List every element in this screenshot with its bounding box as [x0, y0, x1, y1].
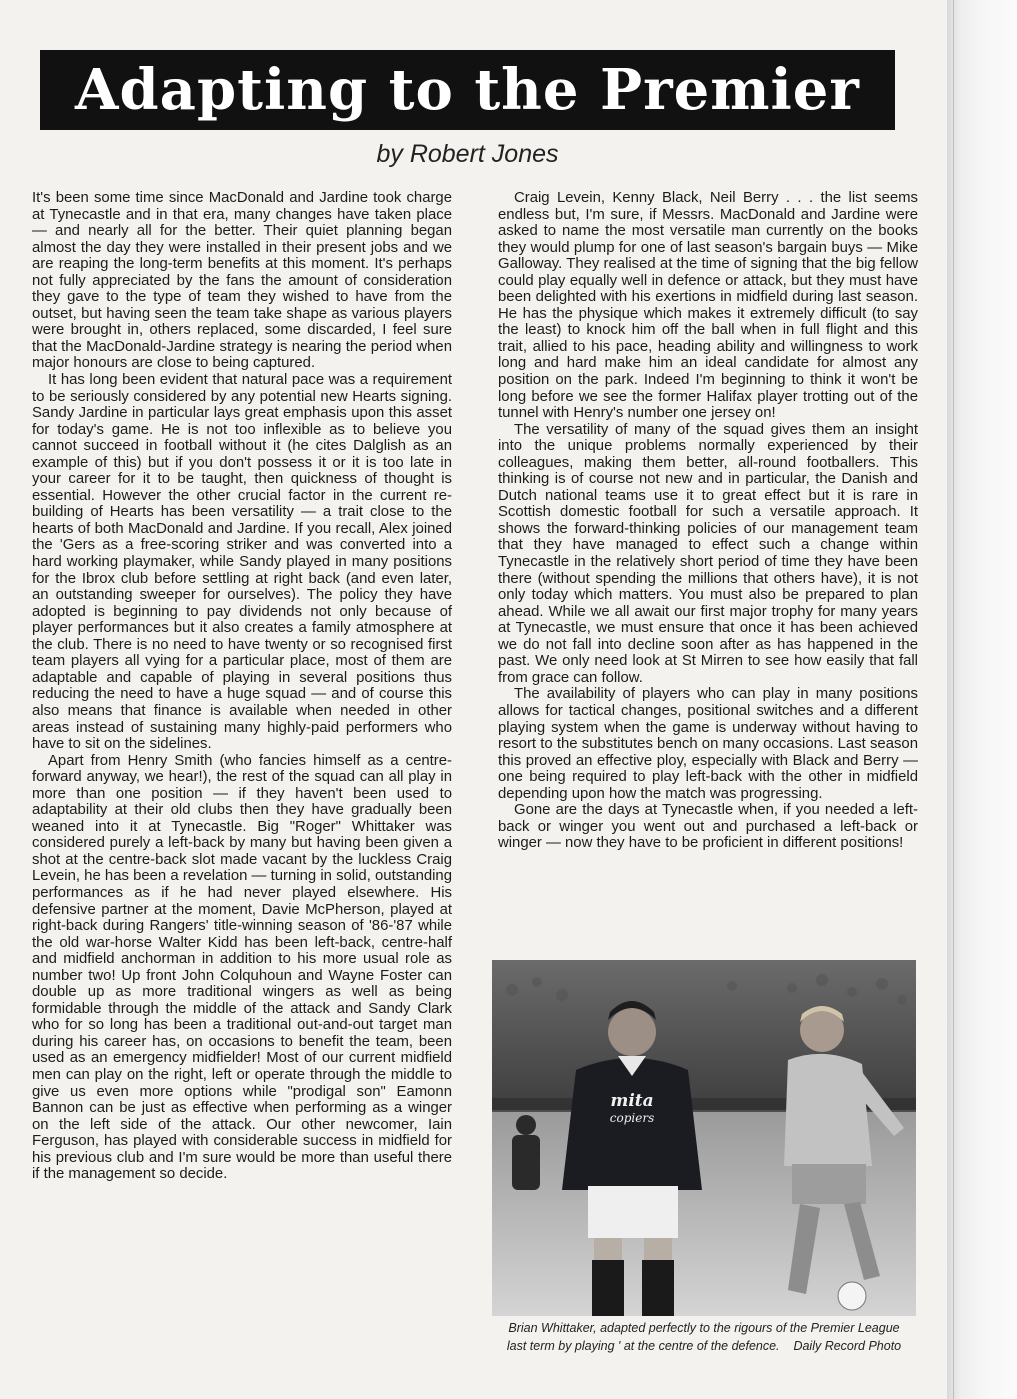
shirt-sponsor-subtext: copiers	[609, 1111, 655, 1125]
paragraph: It has long been evident that natural pace was a requirement to be seriously considered by any potential new Hearts signing. Sandy Jardine in particular lays great emphasis upon this asset for today's game. He is not too inflexible as to believe you cannot succeed in football without it (he cites Dalglish as an example of this) but if you don't possess it or it is too late in your career for it to be taught, then quickness of thought is essential. However the other crucial factor in the current re-building of Hearts has been versatility — a trait close to the hearts of both MacDonald and Jardine. If you recall, Alex joined the 'Gers as a free-scoring striker and was converted into a hard working playmaker, while Sandy played in many positions for the Ibrox club before settling at right back (and even later, an outstanding sweeper for ourselves). The policy they have adopted is beginning to pay dividends not only because of player performances but it also creates a family atmosphere at the club. There is no need to have twenty or so recognised first team players all vying for a particular place, most of them are adaptable and capable of playing in several positions thus reducing the need to have a huge squad — and of course this also means that finance is available when needed in other areas instead of sustaining many highly-paid performers who have to sit on the sidelines.	[32, 372, 452, 753]
paragraph: Craig Levein, Kenny Black, Neil Berry . . . the list seems endless but, I'm sure, if Messrs. MacDonald and Jardine were asked to name the most versatile man currently on the books they would plump for one of last season's bargain buys — Mike Galloway. They realised at the time of signing that the big fellow could play equally well in defence or attack, but they must have been delighted with his exertions in midfield during last season. He has the physique which makes it extremely difficult (to say the least) to knock him off the ball when in full flight and this trait, allied to his pace, heading ability and willingness to work long and hard make him an ideal candidate for almost any position on the park. Indeed I'm beginning to think it won't be long before we see the former Halifax player trotting out of the tunnel with Henry's number one jersey on!	[498, 190, 918, 422]
paragraph: It's been some time since MacDonald and Jardine took charge at Tynecastle and in that era, many changes have taken place — and nearly all for the better. Their quiet planning began almost the day they were installed in their present jobs and we are reaping the long-term benefits at this moment. It's perhaps not fully appreciated by the fans the amount of consideration they gave to the type of team they wished to have from the outset, but having seen the team take shape as various players were brought in, others replaced, some discarded, I feel sure that the MacDonald-Jardine strategy is nearing the period when major honours are close to being captured.	[32, 190, 452, 372]
match-photo	[492, 960, 916, 1316]
byline: by Robert Jones	[376, 140, 559, 168]
shirt-sponsor-text: mita	[610, 1091, 654, 1111]
caption-line: Brian Whittaker, adapted perfectly to the rigours of the Premier League	[508, 1321, 900, 1335]
article-title: Adapting to the Premier	[75, 57, 860, 123]
photo-caption	[484, 1319, 924, 1355]
caption-line-2	[484, 1337, 924, 1355]
title-banner	[40, 50, 895, 130]
left-column	[32, 190, 452, 1183]
page-edge	[947, 0, 1017, 1399]
paragraph: Apart from Henry Smith (who fancies himself as a centre-forward anyway, we hear!), the rest of the squad can all play in more than one position — if they haven't been used to adaptability at their old clubs then they have gradually been weaned into it at Tynecastle. Big "Roger" Whittaker was considered purely a left-back by many but having been given a shot at the centre-back slot made vacant by the luckless Craig Levein, he has been a revelation — turning in solid, outstanding performances as if he had never played elsewhere. His defensive partner at the moment, Davie McPherson, played at right-back during Rangers' title-winning season of '86-'87 while the old war-horse Walter Kidd has been left-back, centre-half and midfield anchorman in addition to his more usual role as number two! Up front John Colquhoun and Wayne Foster can double up as more traditional wingers as well as being formidable through the middle of the attack and Sandy Clark who for so long has been a traditional out-and-out target man during his career has, on occasions to benefit the team, been used as an emergency midfielder! Most of our current midfield men can play on the right, left or operate through the middle to give us even more options while "prodigal son" Eamonn Bannon can be just as effective when performing as a winger on the left side of the attack. Our other newcomer, Iain Ferguson, has played with considerable success in midfield for his previous club and I'm sure would be more than useful there if the management so decide.	[32, 752, 452, 1183]
photo-credit: Daily Record Photo	[793, 1339, 902, 1353]
paragraph: The versatility of many of the squad gives them an insight into the unique problems normally experienced by their colleagues, making them better, all-round footballers. This thinking is of course not new and in particular, the Danish and Dutch national teams use it to great effect but it is rare in Scottish domestic football for such a versatile approach. It shows the forward-thinking policies of our management team that they have managed to effect such a change within Tynecastle in the relatively short period of time they have been there (without spending the millions that others have), it is not only today which matters. You must also be prepared to plan ahead. While we all await our first major trophy for many years at Tynecastle, we must ensure that once it has been achieved we do not fall into decline soon after as has happened in the past. We only need look at St Mirren to see how easily that fall from grace can follow.	[498, 421, 918, 686]
right-column	[498, 190, 918, 852]
caption-text: last term by playing ' at the centre of the defence.	[506, 1339, 780, 1353]
photo-illustration	[492, 960, 916, 1316]
paragraph: Gone are the days at Tynecastle when, if you needed a left-back or winger you went out and purchased a left-back or winger — now they have to be proficient in different positions!	[498, 802, 918, 852]
football	[838, 1282, 866, 1310]
paragraph: The availability of players who can play in many positions allows for tactical changes, positional switches and a different playing system when the game is underway without having to resort to the substitutes bench on many occasions. Last season this proved an effective ploy, especially with Black and Berry — one being required to play left-back with the other in midfield depending upon how the match was progressing.	[498, 686, 918, 802]
